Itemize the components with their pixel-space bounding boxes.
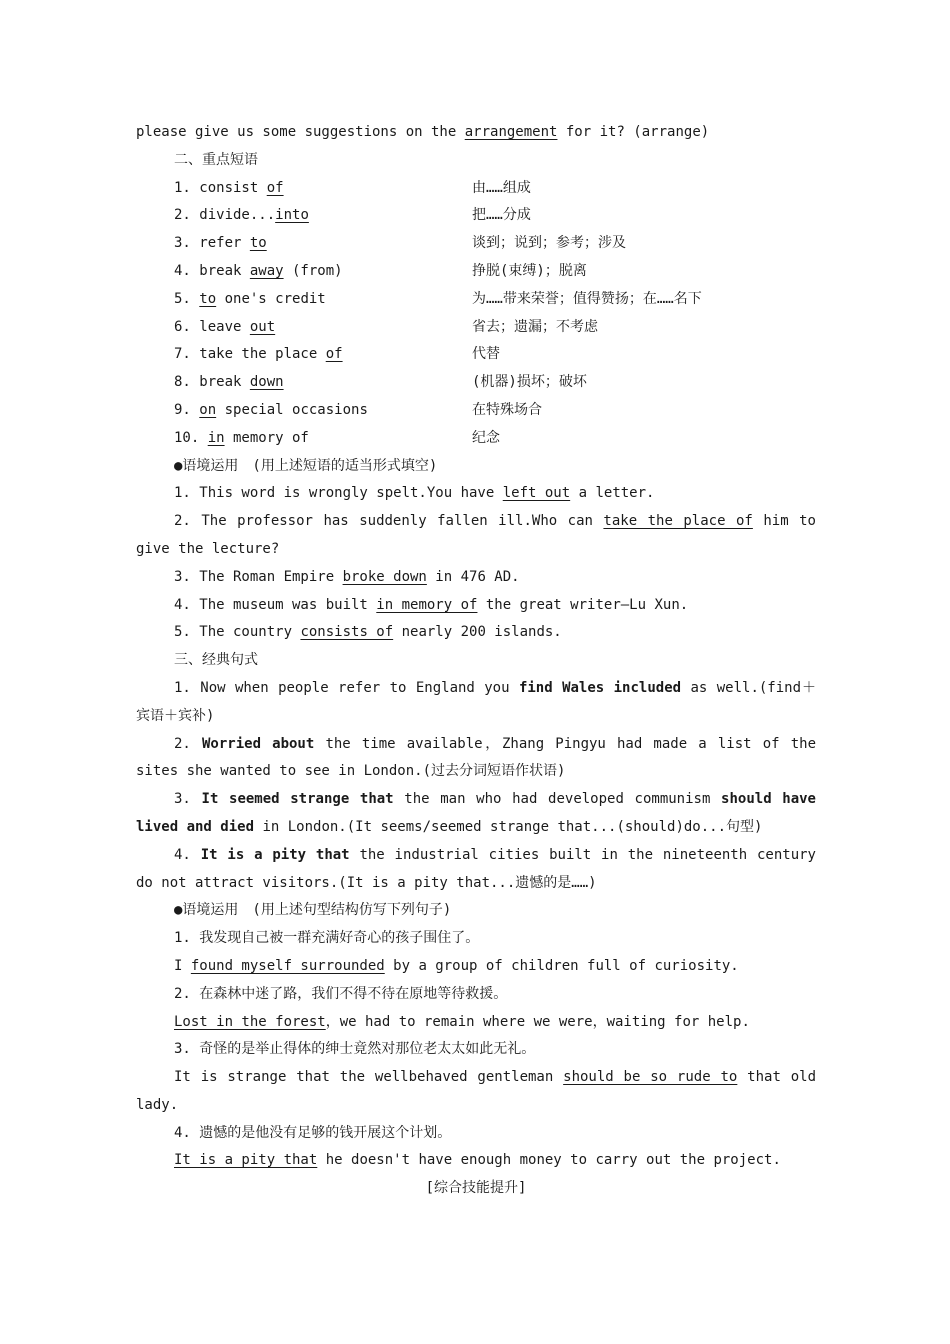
practice-title-sentences: ●语境运用 (用上述句型结构仿写下列句子): [174, 902, 452, 919]
phrase-row: [136, 425, 816, 453]
answer-blank: take the place of: [603, 513, 753, 530]
answer-blank: arrangement: [464, 124, 558, 140]
phrase-meaning: 省去；遗漏；不考虑: [472, 318, 598, 335]
phrase-english: 10. in memory of: [174, 429, 309, 446]
phrase-meaning: 在特殊场合: [472, 401, 542, 418]
key-sentence-4-cont: do not attract visitors.(It is a pity that...遗憾的是……): [136, 874, 597, 891]
phrase-meaning: 由……组成: [472, 179, 531, 196]
answer-blank: on: [199, 401, 217, 418]
key-sentence-4: 4. It is a pity that the industrial cities built in the nineteenth century: [174, 846, 816, 863]
translation-answer-4: It is a pity that he doesn't have enough money to carry out the project.: [174, 1152, 781, 1169]
section-footer-heading: [综合技能提升]: [425, 1180, 527, 1197]
translation-question-1: 1. 我发现自己被一群充满好奇心的孩子围住了。: [174, 930, 480, 947]
phrase-row: [136, 369, 816, 397]
translation-answer-3: It is strange that the wellbehaved gentleman should be so rude to that old: [174, 1069, 817, 1086]
translation-question-3: 3. 奇怪的是举止得体的绅士竟然对那位老太太如此无礼。: [174, 1041, 536, 1058]
answer-blank: away: [249, 262, 284, 279]
phrase-row: [136, 230, 816, 258]
phrase-english: 6. leave out: [174, 318, 276, 335]
key-sentence-3-cont: lived and died in London.(It seems/seemed strange that...(should)do...句型): [136, 818, 763, 835]
answer-blank: It is a pity that: [174, 1152, 318, 1169]
answer-blank: left out: [502, 485, 571, 502]
answer-blank: found myself surrounded: [190, 957, 385, 974]
answer-blank: to: [199, 290, 217, 307]
practice-sentence-4: 4. The museum was built in memory of the great writer—Lu Xun.: [174, 596, 689, 613]
key-sentence-1-cont: 宾语＋宾补): [136, 707, 215, 724]
practice-sentence-2-cont: give the lecture?: [136, 540, 280, 557]
phrase-english: 8. break down: [174, 374, 284, 391]
answer-blank: of: [266, 179, 284, 196]
phrase-english: 5. to one's credit: [174, 290, 326, 307]
phrase-row: [136, 202, 816, 230]
practice-sentence-2: 2. The professor has suddenly fallen ill.Who can take the place of him to: [174, 513, 816, 530]
practice-sentence-1: 1. This word is wrongly spelt.You have left out a letter.: [174, 485, 655, 502]
answer-blank: in memory of: [376, 596, 478, 613]
answer-blank: of: [325, 346, 343, 363]
answer-blank: Lost in the forest: [174, 1013, 326, 1030]
practice-title-phrases: ●语境运用 (用上述短语的适当形式填空): [174, 457, 438, 474]
practice-sentence-3: 3. The Roman Empire broke down in 476 AD.: [174, 568, 520, 585]
key-sentence-3: 3. It seemed strange that the man who had developed communism should have: [174, 791, 816, 808]
phrase-meaning: 为……带来荣誉；值得赞扬；在……名下: [472, 290, 702, 307]
phrase-meaning: 谈到；说到；参考；涉及: [472, 235, 626, 252]
translation-question-4: 4. 遗憾的是他没有足够的钱开展这个计划。: [174, 1124, 452, 1141]
phrase-english: 4. break away (from): [174, 262, 343, 279]
answer-blank: down: [249, 374, 284, 391]
answer-blank: to: [249, 235, 267, 252]
worksheet-page: [136, 119, 816, 1203]
intro-line: please give us some suggestions on the arrangement for it? (arrange): [136, 124, 710, 140]
answer-blank: should be so rude to: [563, 1069, 738, 1086]
phrase-row: [136, 258, 816, 286]
answer-blank: into: [275, 207, 309, 224]
phrase-row: [136, 397, 816, 425]
translation-answer-2: Lost in the forest，we had to remain where we were，waiting for help.: [174, 1013, 750, 1030]
phrase-meaning: 代替: [472, 346, 500, 363]
phrase-meaning: (机器)损坏；破坏: [472, 374, 587, 391]
phrase-row: [136, 286, 816, 314]
answer-blank: broke down: [342, 568, 427, 585]
phrase-list: [136, 175, 816, 453]
phrase-english: 7. take the place of: [174, 346, 343, 363]
section-title-phrases: 二、重点短语: [174, 151, 258, 168]
translation-answer-3-cont: lady.: [136, 1096, 179, 1113]
phrase-meaning: 纪念: [472, 429, 500, 446]
practice-sentence-5: 5. The country consists of nearly 200 islands.: [174, 624, 562, 641]
phrase-english: 1. consist of: [174, 179, 284, 196]
phrase-english: 2. divide...into: [174, 207, 309, 224]
answer-blank: consists of: [300, 624, 394, 641]
answer-blank: out: [249, 318, 276, 335]
phrase-row: [136, 341, 816, 369]
key-sentence-2: 2. Worried about the time available，Zhang Pingyu had made a list of the: [174, 735, 816, 752]
translation-answer-1: I found myself surrounded by a group of children full of curiosity.: [174, 957, 739, 974]
key-sentence-1: 1. Now when people refer to England you find Wales included as well.(find＋: [174, 679, 816, 696]
phrase-row: [136, 175, 816, 203]
phrase-row: [136, 314, 816, 342]
phrase-meaning: 把……分成: [472, 207, 531, 224]
translation-question-2: 2. 在森林中迷了路，我们不得不待在原地等待救援。: [174, 985, 508, 1002]
key-sentence-2-cont: sites she wanted to see in London.(过去分词短语作状语): [136, 763, 566, 780]
section-title-sentences: 三、经典句式: [174, 652, 258, 669]
answer-blank: in: [207, 429, 225, 446]
phrase-english: 9. on special occasions: [174, 401, 368, 418]
phrase-meaning: 挣脱(束缚)；脱离: [472, 262, 587, 279]
phrase-english: 3. refer to: [174, 235, 267, 252]
